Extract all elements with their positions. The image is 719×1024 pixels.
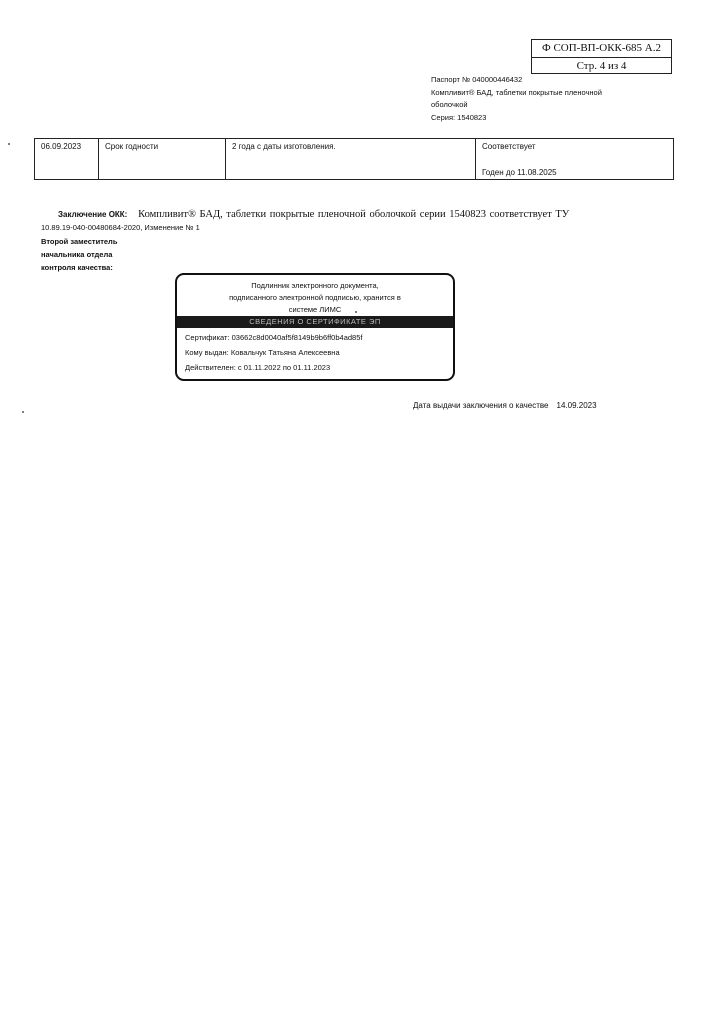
- signer-line: контроля качества:: [41, 263, 113, 272]
- certificate-number: Сертификат: 03662c8d0040af5f8149b9b6ff0b4ad85f: [185, 333, 363, 342]
- certificate-owner: Кому выдан: Ковальчук Татьяна Алексеевна: [185, 348, 340, 357]
- indicator-cell: [99, 139, 226, 179]
- certificate-validity: Действителен: с 01.11.2022 по 01.11.2023: [185, 363, 331, 372]
- certificate-info-bar: СВЕДЕНИЯ О СЕРТИФИКАТЕ ЭП: [177, 316, 453, 328]
- stamp-header-line: подписанного электронной подписью, хранится в: [229, 293, 401, 302]
- issue-date-line: [413, 401, 597, 410]
- product-name-line2: оболочкой: [431, 100, 468, 109]
- result-status: Соответствует: [482, 142, 536, 151]
- product-name-line1: Компливит® БАД, таблетки покрытые пленочной: [431, 87, 602, 97]
- issue-date-label: Дата выдачи заключения о качестве: [413, 401, 549, 410]
- series-number: Серия: 1540823: [431, 112, 487, 122]
- signer-line: Второй заместитель: [41, 237, 118, 246]
- issue-date: 14.09.2023: [556, 401, 597, 410]
- conclusion: [58, 208, 598, 221]
- date-cell: [35, 139, 99, 179]
- conclusion-label: Заключение ОКК:: [58, 210, 128, 219]
- signer-line: начальника отдела: [41, 250, 113, 259]
- passport-number: Паспорт № 040000446432: [431, 75, 523, 84]
- form-code: Ф СОП-ВП-ОКК-685 А.2: [532, 40, 671, 58]
- scan-speck: [355, 311, 357, 313]
- page-number: Стр. 4 из 4: [576, 60, 627, 72]
- scan-speck: [22, 411, 24, 413]
- form-code-box: [531, 39, 672, 74]
- passport-header: [431, 74, 631, 124]
- expiry-date: Годен до 11.08.2025: [482, 168, 557, 177]
- result-cell: [476, 139, 673, 179]
- requirement-text: 2 года с даты изготовления.: [232, 142, 336, 151]
- test-date: 06.09.2023: [41, 142, 82, 151]
- stamp-header: [177, 275, 453, 316]
- stamp-header-line: системе ЛИМС: [288, 305, 342, 314]
- conclusion-text: Компливит® БАД, таблетки покрытые пленочной оболочкой серии 1540823 соответствует ТУ: [138, 209, 570, 220]
- tu-reference: 10.89.19-040-00480684-2020, Изменение № 1: [41, 223, 200, 232]
- stamp-header-line: Подлинник электронного документа,: [251, 281, 379, 290]
- results-table: [34, 138, 674, 180]
- requirement-cell: [226, 139, 476, 179]
- electronic-signature-stamp: [175, 273, 455, 381]
- signer-title: [41, 235, 117, 274]
- indicator-name: Срок годности: [105, 142, 159, 151]
- scan-speck: [8, 143, 10, 145]
